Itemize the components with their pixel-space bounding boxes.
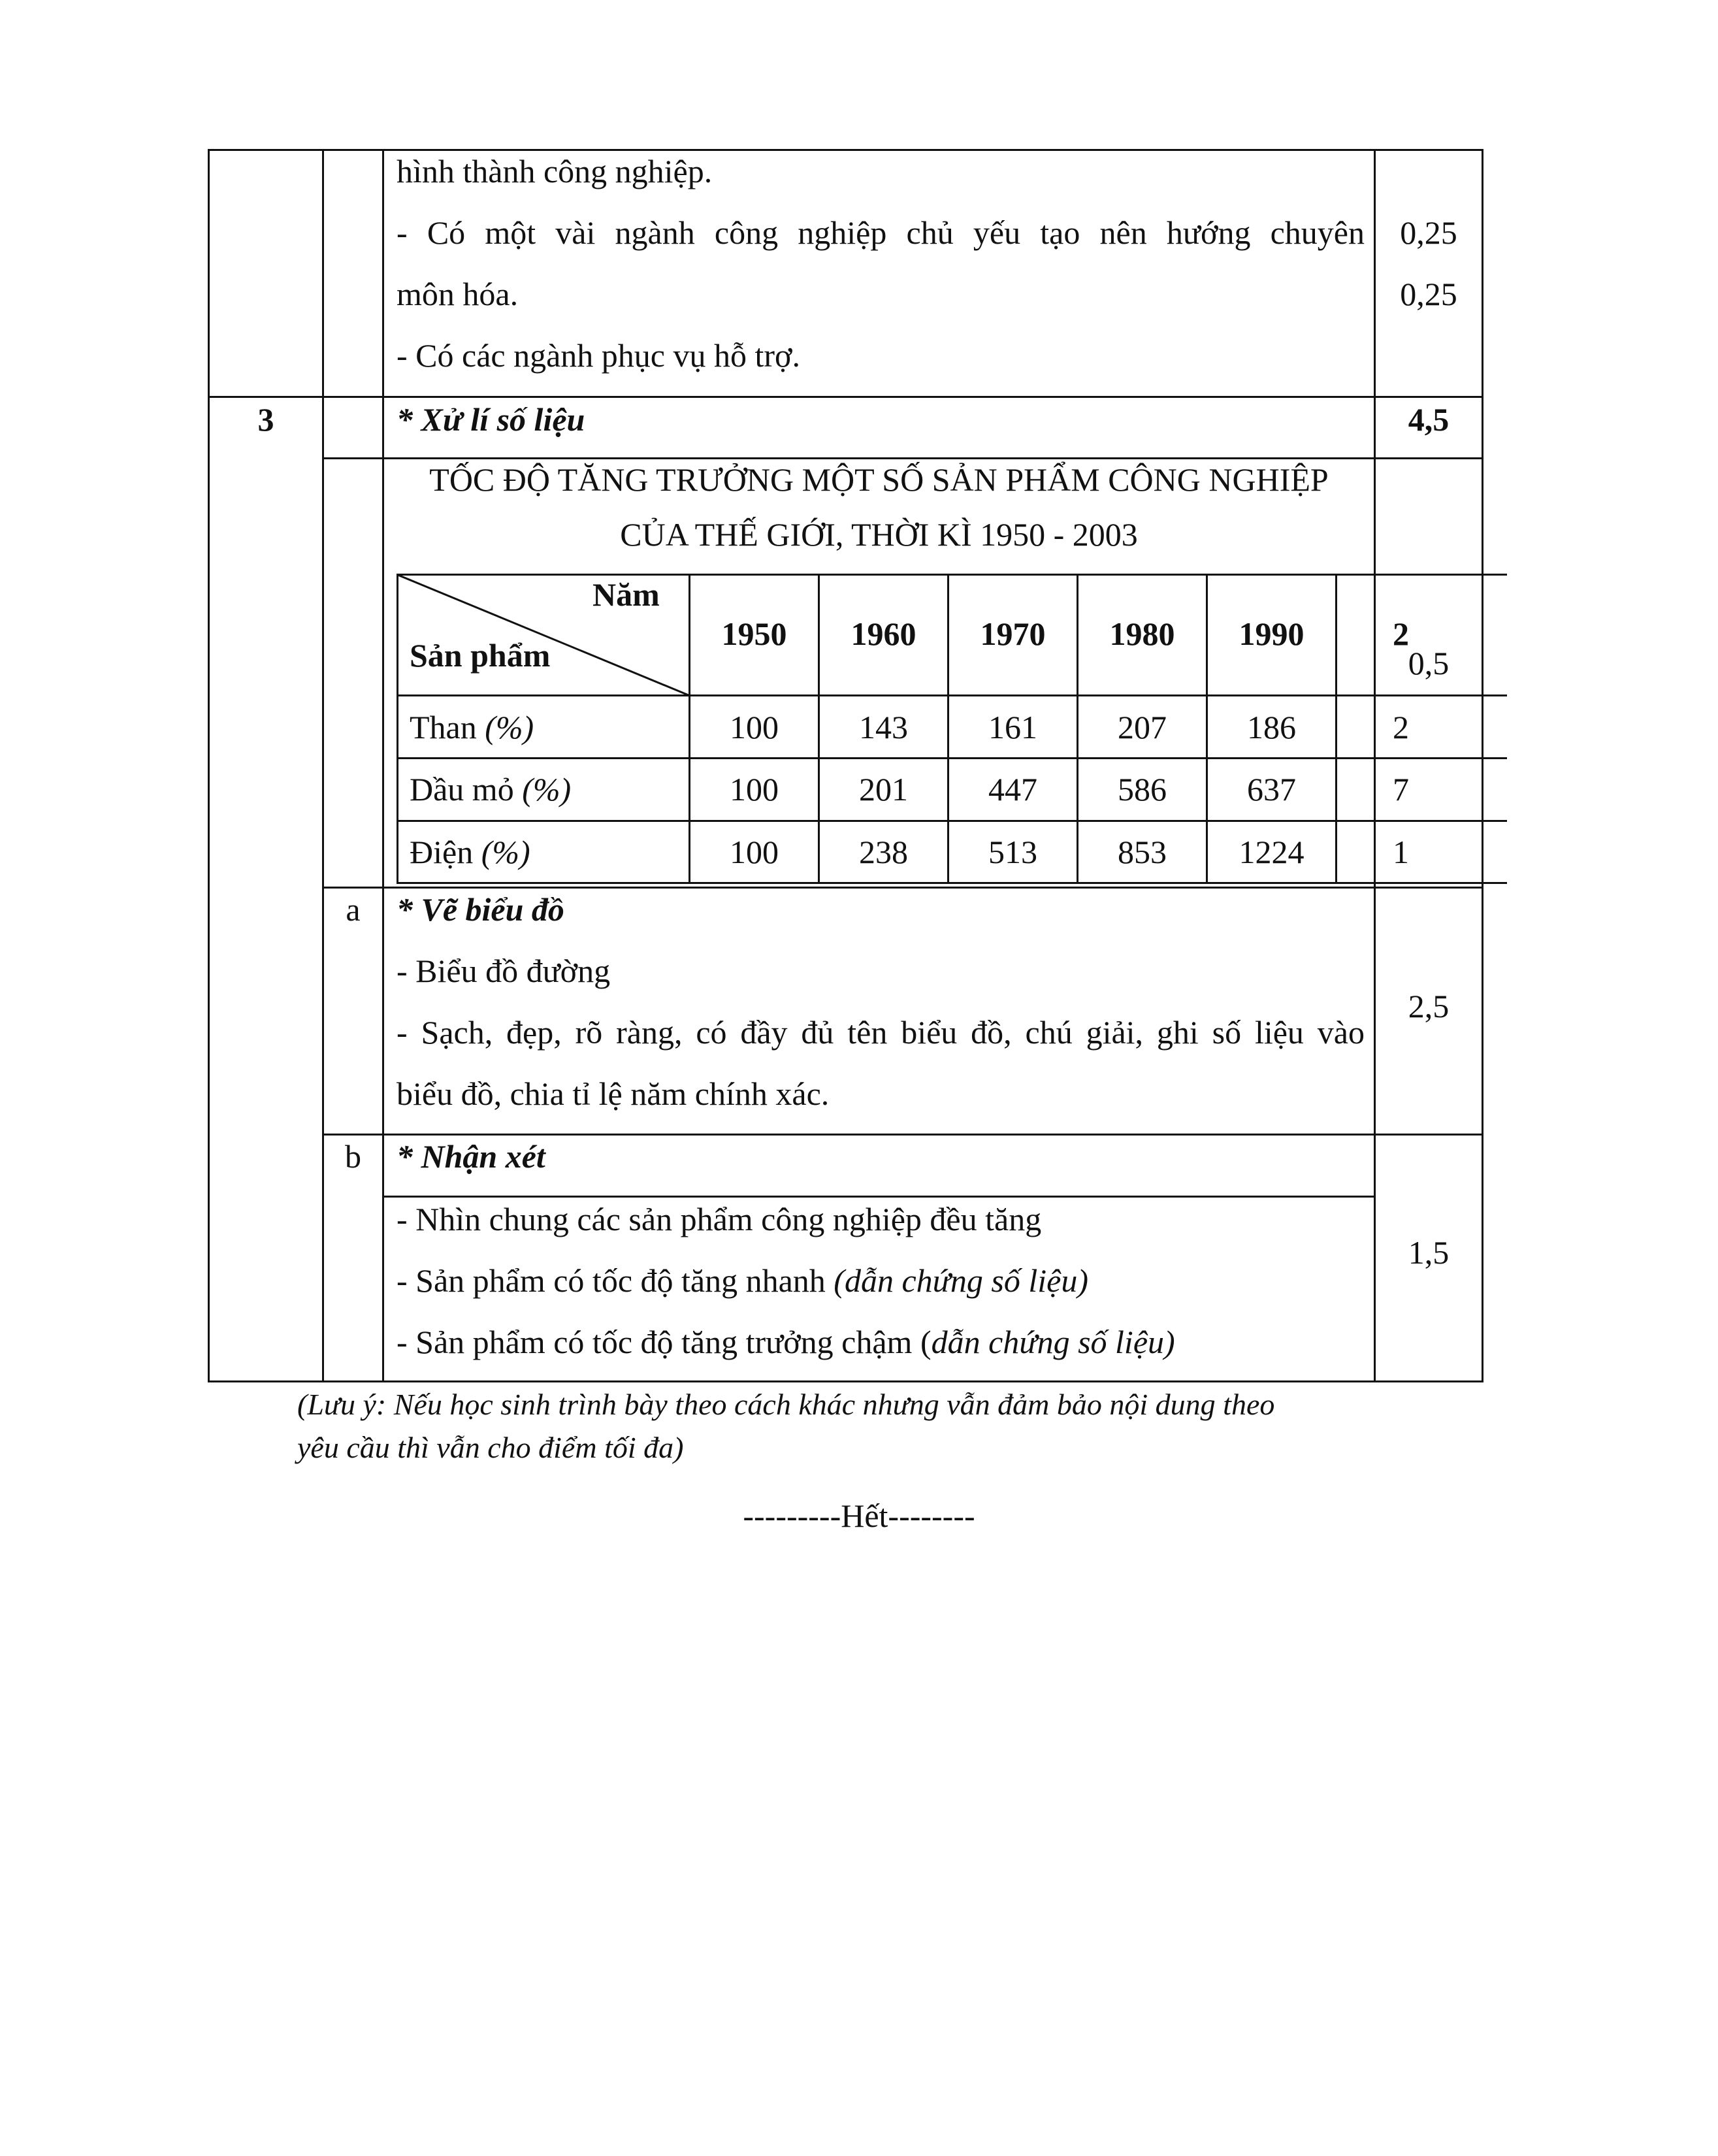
table-cell: 161 [988, 709, 1037, 745]
product-name: Điện [410, 834, 474, 870]
row-label [410, 708, 534, 747]
question-number: 3 [257, 401, 274, 438]
row-label [410, 770, 571, 809]
table-border-bottom [208, 1380, 1483, 1382]
score-value: 2,5 [1408, 988, 1450, 1024]
table-title: TỐC ĐỘ TĂNG TRƯỞNG MỘT SỐ SẢN PHẨM CÔNG NGHIỆP [429, 461, 1329, 498]
section-heading: * Vẽ biểu đồ [397, 891, 564, 928]
table-cell: 586 [1118, 771, 1167, 808]
content-text: - Sản phẩm có tốc độ tăng trưởng chậm ( [397, 1324, 932, 1360]
row-divider-part-b [322, 1134, 1483, 1135]
table-cell: 1224 [1239, 834, 1305, 870]
content-line: - Biểu đồ đường [397, 953, 611, 989]
table-cell: 637 [1247, 771, 1296, 808]
data-table-divider [397, 757, 1507, 759]
content-italic: (dẫn chứng số liệu) [834, 1262, 1088, 1299]
table-cell: 238 [859, 834, 908, 870]
year-header: 1970 [980, 615, 1046, 652]
table-cell: 201 [859, 771, 908, 808]
product-unit: (%) [522, 771, 572, 808]
table-cell: 7 [1393, 771, 1409, 808]
row-divider-part-b-heading [382, 1196, 1376, 1198]
product-name: Dầu mỏ [410, 771, 514, 808]
section-heading: * Nhận xét [397, 1138, 545, 1175]
table-cell: 207 [1118, 709, 1167, 745]
data-table [397, 574, 1409, 887]
part-label: a [346, 891, 361, 928]
content-line: hình thành công nghiệp. [397, 153, 713, 189]
table-cell: 100 [730, 834, 779, 870]
year-header: 1980 [1109, 615, 1175, 652]
table-cell: 2 [1393, 709, 1409, 745]
table-border-top [208, 149, 1483, 151]
content-line: môn hóa. [397, 276, 519, 312]
table-cell: 1 [1393, 834, 1409, 870]
year-header: 1950 [721, 615, 787, 652]
table-cell: 186 [1247, 709, 1296, 745]
data-table-border [397, 882, 1507, 884]
row-divider-q3-heading [322, 457, 1483, 459]
content-line: - Sạch, đẹp, rõ ràng, có đầy đủ tên biểu đồ, chú giải, ghi số liệu vào [397, 1014, 1365, 1051]
score-value: 0,25 [1400, 276, 1457, 312]
table-cell: 513 [988, 834, 1037, 870]
row-label [410, 832, 530, 872]
year-header: 1990 [1239, 615, 1305, 652]
score-value: 4,5 [1408, 401, 1450, 438]
table-divider-col1 [322, 149, 324, 1382]
product-name: Than [410, 709, 477, 745]
product-unit: (%) [485, 709, 534, 745]
year-header: 2 [1393, 615, 1409, 652]
note-line: (Lưu ý: Nếu học sinh trình bày theo cách khác nhưng vẫn đảm bảo nội dung theo [297, 1388, 1275, 1421]
table-cell: 100 [730, 771, 779, 808]
content-line: biểu đồ, chia tỉ lệ năm chính xác. [397, 1075, 830, 1112]
content-text: - Sản phẩm có tốc độ tăng nhanh [397, 1262, 834, 1299]
content-line: - Nhìn chung các sản phẩm công nghiệp đều tăng [397, 1201, 1042, 1237]
score-value: 0,5 [1408, 645, 1450, 681]
corner-header-product: Sản phẩm [410, 637, 551, 674]
part-label: b [345, 1138, 361, 1175]
content-italic: dẫn chứng số liệu) [931, 1324, 1175, 1360]
content-line: - Có các ngành phục vụ hỗ trợ. [397, 337, 800, 374]
data-table-divider [397, 820, 1507, 822]
content-line: - Có một vài ngành công nghiệp chủ yếu tạo nên hướng chuyên [397, 214, 1365, 251]
table-cell: 143 [859, 709, 908, 745]
table-border-left [208, 149, 210, 1382]
product-unit: (%) [481, 834, 530, 870]
table-title: CỦA THẾ GIỚI, THỜI KÌ 1950 - 2003 [620, 516, 1138, 553]
section-heading: * Xử lí số liệu [397, 401, 585, 438]
table-cell: 853 [1118, 834, 1167, 870]
score-value: 1,5 [1408, 1234, 1450, 1271]
table-cell: 100 [730, 709, 779, 745]
year-header: 1960 [851, 615, 916, 652]
end-mark: ---------Hết-------- [743, 1497, 975, 1534]
note-line: yêu cầu thì vẫn cho điểm tối đa) [297, 1431, 684, 1464]
corner-header-year: Năm [592, 576, 660, 613]
score-value: 0,25 [1400, 214, 1457, 251]
row-divider-q3 [208, 396, 1483, 398]
content-line [397, 1322, 1175, 1362]
content-line [397, 1261, 1088, 1300]
table-cell: 447 [988, 771, 1037, 808]
